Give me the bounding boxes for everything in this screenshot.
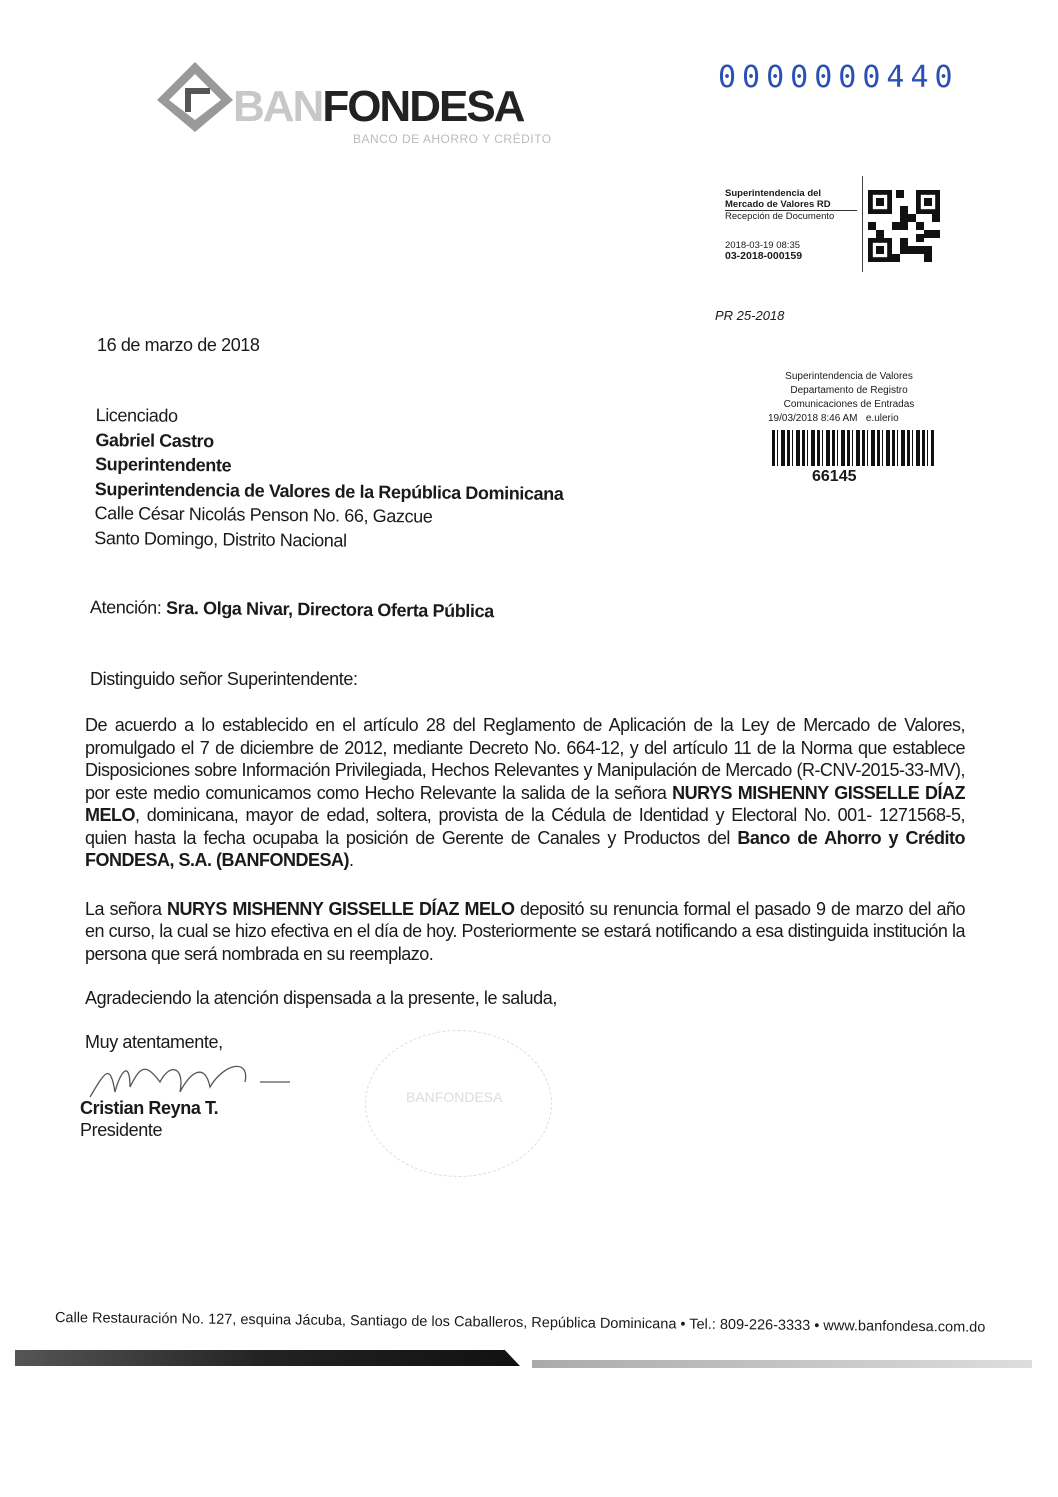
attention-value: Sra. Olga Nivar, Directora Oferta Pública	[165, 597, 494, 622]
logo-wordmark: BANFONDESA	[233, 82, 524, 131]
salutation: Distinguido señor Superintendente:	[90, 669, 358, 689]
recipient-block	[94, 403, 564, 555]
text: depositó su renuncia formal el pasado 9 de marzo del año en curso, la cual se hizo efectiva en el día de hoy. Posteriormente se estará notificando a esa distinguida institución la persona que será nombrada en su reemplazo.	[85, 898, 965, 964]
recipient-institution: Superintendencia de Valores de la República Dominicana	[94, 478, 564, 504]
signature-area	[85, 1053, 965, 1097]
stamp-line: Departamento de Registro	[790, 385, 908, 396]
registry-stamp	[768, 370, 930, 426]
footer-bar	[532, 1360, 1032, 1368]
paragraph-1	[85, 714, 965, 872]
recipient-title: Licenciado	[95, 405, 178, 426]
logo-mark-icon	[155, 60, 235, 135]
closing-line: Muy atentamente,	[85, 1032, 223, 1052]
letter-body	[80, 714, 966, 1141]
text: , dominicana, mayor de edad, soltera, provista de la Cédula de Identidad y Electoral No. 001- 1271568-5, quien hasta la fecha ocupaba la posición de Gerente de Canales y Productos del	[85, 805, 965, 848]
document-number: 0000000440	[718, 60, 959, 95]
divider	[862, 176, 863, 272]
person-name: NURYS MISHENNY GISSELLE DÍAZ MELO	[85, 782, 965, 825]
text: La señora	[85, 898, 168, 919]
footer-address: Calle Restauración No. 127, esquina Jácuba, Santiago de los Caballeros, República Dominicana • Tel.: 809-226-3333 • www.banfondesa.com.do	[54, 1310, 986, 1336]
stamp-datetime: 2018-03-19 08:35	[725, 240, 801, 251]
logo-subtitle: BANCO DE AHORRO Y CRÉDITO	[353, 132, 552, 146]
reference-number: PR 25-2018	[715, 308, 785, 323]
recipient-city: Santo Domingo, Distrito Nacional	[94, 527, 347, 551]
footer-bar	[15, 1350, 520, 1366]
qr-code-icon	[868, 190, 940, 262]
letter-date: 16 de marzo de 2018	[97, 335, 260, 355]
stamp-line: Superintendencia del	[725, 188, 822, 199]
recipient-position: Superintendente	[95, 454, 232, 476]
recipient-name: Gabriel Castro	[95, 429, 214, 451]
seal-text: BANFONDESA	[406, 1089, 503, 1105]
bank-name: Banco de Ahorro y Crédito FONDESA, S.A. (BANFONDESA)	[85, 827, 966, 870]
signer-position: Presidente	[80, 1120, 163, 1140]
attention-line	[90, 596, 494, 622]
stamp-line: Superintendencia de Valores	[785, 371, 913, 382]
stamp-user: e.ulerio	[865, 413, 899, 424]
text: .	[349, 850, 354, 870]
barcode-icon	[772, 430, 934, 466]
stamp-line: Comunicaciones de Entradas	[783, 399, 915, 410]
person-name: NURYS MISHENNY GISSELLE DÍAZ MELO	[167, 898, 515, 919]
stamp-line: Mercado de Valores RD	[725, 199, 857, 211]
reception-stamp	[725, 188, 857, 262]
attention-label: Atención:	[89, 597, 162, 618]
signer-name: Cristian Reyna T.	[80, 1098, 219, 1118]
recipient-address: Calle César Nicolás Penson No. 66, Gazcue	[94, 502, 433, 527]
barcode-number: 66145	[812, 468, 857, 485]
stamp-datetime: 19/03/2018 8:46 AM	[768, 413, 858, 424]
text: De acuerdo a lo establecido en el artículo 28 del Reglamento de Aplicación de la Ley de Mercado de Valores, promulgado el 7 de diciembre de 2012, mediante Decreto No. 664-12, y del artículo 11 de la Norma que establece Disposiciones sobre Información Privilegiada, Hechos Relevantes y Manipulación de Mercado (R-CNV-2015-33-MV), por este medio comunicamos como Hecho Relevante la salida de la señora	[85, 715, 965, 803]
stamp-code: 03-2018-000159	[725, 250, 803, 262]
signature-icon	[85, 1057, 300, 1101]
stamp-line: Recepción de Documento	[725, 211, 835, 222]
banfondesa-logo	[155, 60, 575, 150]
paragraph-2	[85, 898, 965, 966]
closing-line: Agradeciendo la atención dispensada a la presente, le saluda,	[85, 988, 557, 1008]
